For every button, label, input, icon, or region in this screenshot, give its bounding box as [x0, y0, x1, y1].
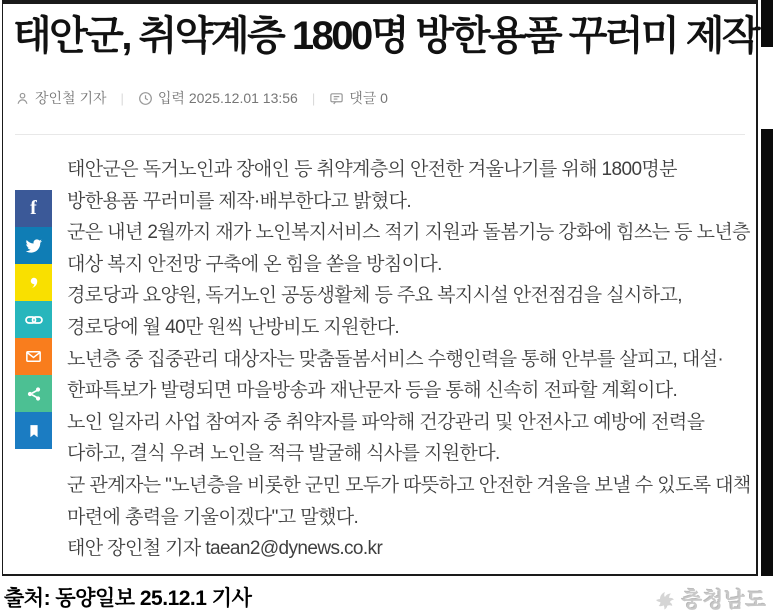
email-share-button[interactable] — [15, 338, 52, 375]
facebook-icon: f — [30, 197, 37, 219]
kakaostory-share-button[interactable] — [15, 264, 52, 301]
byline-separator: | — [120, 90, 124, 106]
watermark-text: 충청남도 — [681, 589, 767, 612]
person-icon — [15, 91, 30, 106]
clock-icon — [138, 91, 153, 106]
article-paragraph: 태안군은 독거노인과 장애인 등 취약계층의 안전한 겨울나기를 위해 1800명분 방한용품 꾸러미를 제작·배부한다고 밝혔다. — [67, 159, 677, 212]
comment-icon — [329, 91, 344, 106]
province-emblem-icon — [652, 588, 678, 610]
published-time: 입력 2025.12.01 13:56 — [157, 90, 298, 106]
byline — [15, 88, 388, 108]
article-card — [2, 0, 758, 576]
twitter-icon — [24, 236, 43, 255]
article-signature: 태안 장인철 기자 taean2@dynews.co.kr — [67, 538, 383, 560]
article-body — [67, 154, 751, 565]
source-caption: 출처: 동양일보 25.12.1 기사 — [4, 587, 252, 610]
bookmark-icon — [25, 422, 43, 440]
right-edge-strip-bottom — [761, 129, 773, 576]
social-share-sidebar — [15, 190, 52, 449]
reporter-item — [15, 88, 107, 108]
comments-item[interactable] — [329, 88, 388, 108]
copy-link-button[interactable] — [15, 301, 52, 338]
byline-separator: | — [311, 90, 316, 106]
article-title: 태안군, 취약계층 1800명 방한용품 꾸러미 제작 — [13, 14, 759, 58]
right-edge-strip-top — [761, 0, 773, 47]
share-button[interactable] — [15, 375, 52, 412]
article-paragraph: 경로당과 요양원, 독거노인 공동생활체 등 주요 복지시설 안전점검을 실시하고, 경로당에 월 40만 원씩 난방비도 지원한다. — [67, 285, 682, 338]
email-icon — [24, 347, 43, 366]
share-nodes-icon — [25, 385, 43, 403]
kakaostory-icon — [25, 274, 43, 292]
facebook-share-button[interactable] — [15, 190, 52, 227]
article-paragraph: 노년층 중 집중관리 대상자는 맞춤돌봄서비스 수행인력을 통해 안부를 살피고, 대설·한파특보가 발령되면 마을방송과 재난문자 등을 통해 신속히 전파할 계획이다. — [67, 348, 724, 402]
bookmark-button[interactable] — [15, 412, 52, 449]
comment-count: 댓글 0 — [349, 90, 388, 106]
link-icon — [24, 310, 44, 330]
reporter-name: 장인철 기자 — [35, 90, 107, 106]
twitter-share-button[interactable] — [15, 227, 52, 264]
published-item — [138, 88, 298, 108]
article-paragraph: 군 관계자는 "노년층을 비롯한 군민 모두가 따뜻하고 안전한 겨울을 보낼 수 있도록 대책 마련에 총력을 기울이겠다"고 말했다. — [67, 474, 751, 528]
article-paragraph: 노인 일자리 사업 참여자 중 취약자를 파악해 건강관리 및 안전사고 예방에 전력을 다하고, 결식 우려 노인을 적극 발굴해 식사를 지원한다. — [67, 411, 705, 465]
article-paragraph: 군은 내년 2월까지 재가 노인복지서비스 적기 지원과 돌봄기능 강화에 힘쓰는 등 노년층 대상 복지 안전망 구축에 온 힘을 쏟을 방침이다. — [67, 222, 750, 275]
chungcheongnamdo-watermark — [652, 584, 767, 614]
byline-divider — [15, 134, 745, 135]
